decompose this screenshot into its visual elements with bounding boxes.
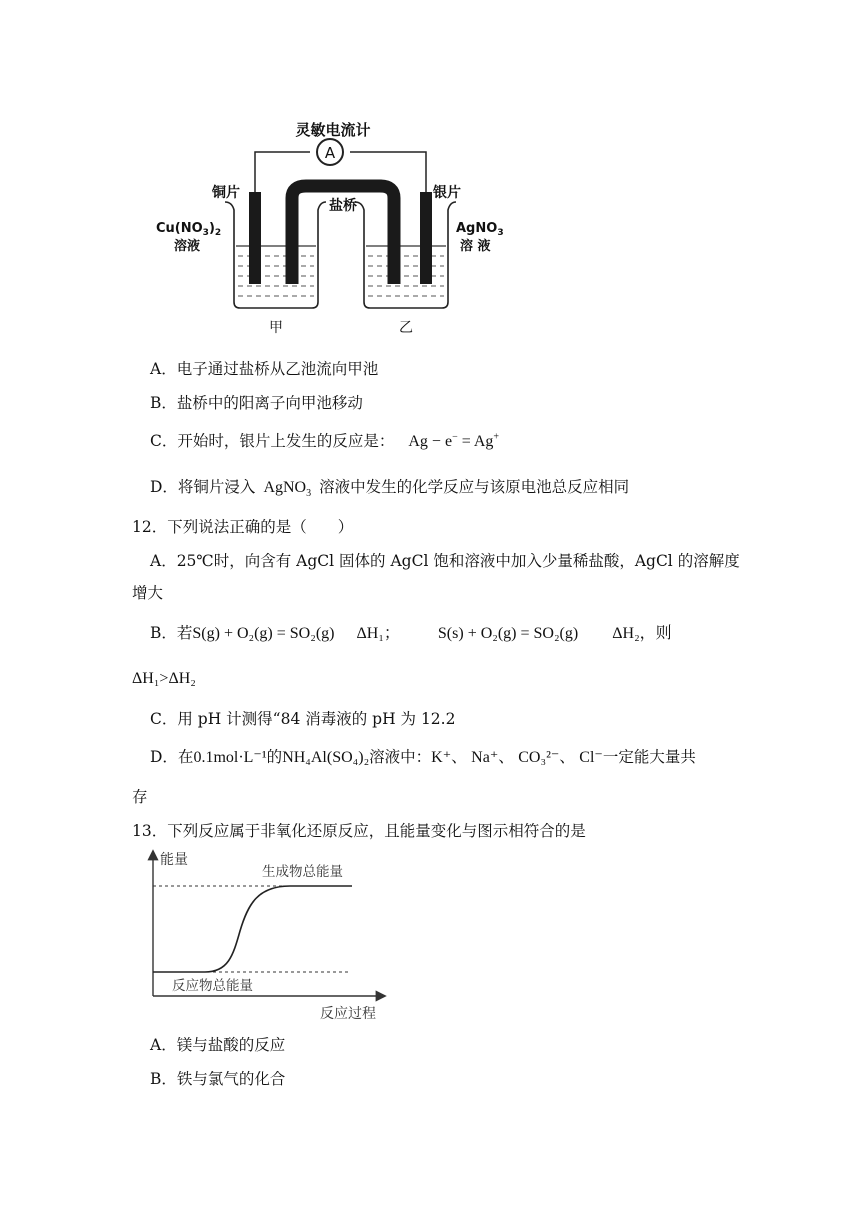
x-axis-label: 反应过程	[320, 1006, 376, 1022]
q12-option-a: A．25℃时，向含有 AgCl 固体的 AgCl 饱和溶液中加入少量稀盐酸，AgCl 的溶解度	[150, 552, 740, 570]
q13-option-a: A．镁与盐酸的反应	[150, 1036, 286, 1054]
q11-option-b: B．盐桥中的阳离子向甲池移动	[150, 394, 363, 412]
q12-option-b	[150, 622, 672, 645]
q13-option-b: B．铁与氯气的化合	[150, 1070, 286, 1088]
silver-electrode	[420, 192, 432, 284]
salt-bridge-label: 盐桥	[329, 198, 357, 214]
energy-diagram	[140, 846, 390, 1026]
q12-dh2: ΔH₂，则	[612, 625, 672, 642]
energy-curve	[153, 886, 352, 972]
q12-stem: 12．下列说法正确的是（ ）	[132, 518, 354, 536]
q12-option-d: D．在0.1mol·L⁻¹的NH₄Al(SO₄)₂溶液中：K⁺、 Na⁺、 CO₃²⁻、 Cl⁻一定能大量共	[150, 748, 696, 766]
q11-option-d-prefix: D．将铜片浸入	[150, 478, 256, 496]
q12-option-b-cont: ΔH₁>ΔH₂	[132, 670, 196, 687]
q11-option-d-suffix: 溶液中发生的化学反应与该原电池总反应相同	[319, 478, 630, 496]
right-beaker	[355, 202, 456, 308]
copper-label: 铜片	[212, 185, 240, 201]
galvanic-cell-figure	[150, 110, 520, 345]
left-beaker-label: 甲	[269, 320, 283, 336]
q11-option-c-formula: Ag − e− = Ag+	[408, 431, 500, 450]
meter-label: 灵敏电流计	[295, 121, 371, 139]
q12-eq1: S(g) + O₂(g) = SO₂(g)	[192, 625, 335, 642]
q12-ions: K⁺、 Na⁺、 CO₃²⁻、 Cl⁻	[431, 749, 603, 766]
q12-option-d-cont: 存	[132, 788, 148, 806]
ammeter-letter: A	[324, 144, 336, 162]
q11-option-d	[150, 476, 629, 499]
q12-option-a-cont: 增大	[132, 584, 164, 602]
right-beaker-label: 乙	[399, 320, 413, 336]
q11-option-a: A．电子通过盐桥从乙池流向甲池	[150, 360, 379, 378]
y-axis-label: 能量	[160, 852, 188, 868]
left-solution-word: 溶液	[174, 239, 201, 254]
q12-concentration: 0.1mol·L⁻¹	[193, 749, 267, 766]
q11-option-d-formula: AgNO$_3$	[263, 479, 312, 500]
silver-label: 银片	[433, 185, 461, 201]
q13-stem: 13．下列反应属于非氧化还原反应，且能量变化与图示相符合的是	[132, 822, 586, 840]
right-solution-formula: AgNO$_3$	[456, 221, 504, 238]
q12-dh1: ΔH₁；	[356, 625, 400, 642]
product-energy-label: 生成物总能量	[262, 864, 343, 880]
q12-salt: NH₄Al(SO₄)₂	[282, 749, 370, 766]
right-solution-word: 溶 液	[460, 239, 491, 254]
right-liquid-hatch	[368, 256, 444, 296]
copper-electrode	[249, 192, 261, 284]
left-beaker	[225, 202, 326, 308]
reactant-energy-label: 反应物总能量	[172, 978, 253, 994]
q12-option-c: C．用 pH 计测得“84 消毒液的 pH 为 12.2	[150, 710, 456, 728]
q12-option-b-prefix: B．若	[150, 624, 193, 642]
q11-option-c-text: C．开始时，银片上发生的反应是：	[150, 432, 395, 450]
q12-eq2: S(s) + O₂(g) = SO₂(g)	[437, 625, 579, 642]
left-solution-formula: $Cu(NO_3)_2$	[156, 221, 222, 238]
q11-option-c	[150, 430, 499, 453]
